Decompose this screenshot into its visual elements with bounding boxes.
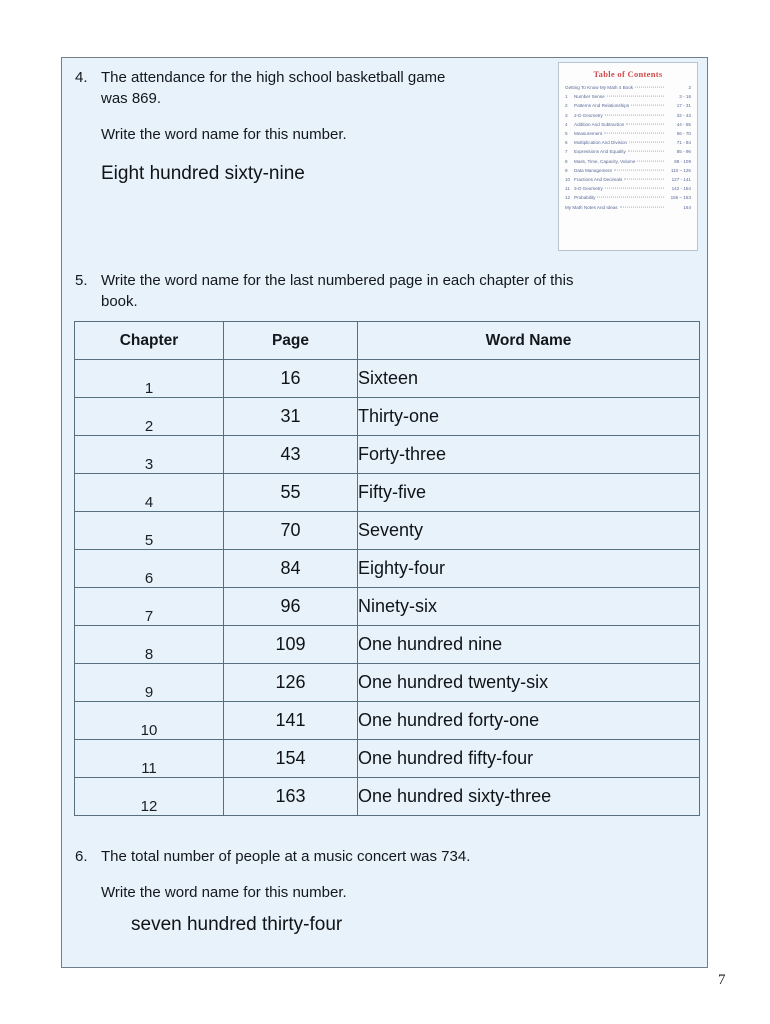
question-4-text-line-2: was 869. xyxy=(101,90,162,107)
toc-entry-name: Expressions And Equality xyxy=(574,149,626,155)
toc-entry xyxy=(565,175,691,184)
toc-entry-leader xyxy=(605,188,664,189)
toc-entry-list xyxy=(565,83,691,212)
cell-page: 43 xyxy=(224,436,358,474)
toc-entry-pages: 2 xyxy=(688,85,691,90)
toc-entry-leader xyxy=(597,197,664,198)
question-4-answer[interactable]: Eight hundred sixty-nine xyxy=(101,163,305,184)
cell-word-name[interactable]: Eighty-four xyxy=(358,550,700,588)
toc-entry-leader xyxy=(629,142,664,143)
cell-word-name[interactable]: Thirty-one xyxy=(358,398,700,436)
cell-chapter: 11 xyxy=(75,740,224,778)
toc-entry-chapter: 1 xyxy=(565,94,568,100)
toc-entry-name: Probability xyxy=(574,195,596,201)
toc-entry-pages: 17 - 31 xyxy=(676,103,691,109)
cell-chapter: 8 xyxy=(75,626,224,664)
table-row xyxy=(75,436,700,474)
cell-page: 96 xyxy=(224,588,358,626)
question-4-number: 4. xyxy=(75,69,88,86)
toc-entry-name: Data Management xyxy=(574,167,612,173)
table-row xyxy=(75,512,700,550)
question-6-text-line-1: The total number of people at a music concert was 734. xyxy=(101,848,471,865)
toc-entry-name: Measurement xyxy=(574,131,603,137)
toc-entry-pages: 32 - 43 xyxy=(676,112,691,118)
toc-entry-pages: 127 - 141 xyxy=(671,177,691,183)
cell-word-name[interactable]: Forty-three xyxy=(358,436,700,474)
toc-entry-name: My Math Notes And Ideas xyxy=(565,204,618,210)
toc-entry-name: 3-D Geometry xyxy=(574,186,603,192)
cell-chapter: 5 xyxy=(75,512,224,550)
table-row xyxy=(75,778,700,816)
toc-entry-chapter: 2 xyxy=(565,103,568,109)
toc-entry xyxy=(565,129,691,138)
toc-entry-pages: 3 - 16 xyxy=(679,94,691,100)
toc-entry-name: 2-D Geometry xyxy=(574,112,603,118)
toc-entry xyxy=(565,138,691,147)
toc-entry-pages: 155 – 163 xyxy=(670,195,691,201)
toc-entry-name: Addition And Subtraction xyxy=(574,121,625,127)
toc-entry-leader xyxy=(607,96,664,97)
cell-chapter: 4 xyxy=(75,474,224,512)
cell-page: 109 xyxy=(224,626,358,664)
toc-entry xyxy=(565,83,691,92)
cell-word-name[interactable]: Seventy xyxy=(358,512,700,550)
toc-entry xyxy=(565,157,691,166)
question-6 xyxy=(75,846,685,937)
column-header-chapter: Chapter xyxy=(75,322,224,360)
toc-entry-chapter: 4 xyxy=(565,121,568,127)
toc-entry-pages: 98 - 109 xyxy=(674,158,691,164)
table-row xyxy=(75,702,700,740)
toc-entry-chapter: 6 xyxy=(565,140,568,146)
toc-entry-leader xyxy=(614,169,664,170)
table-of-contents-thumbnail xyxy=(558,62,698,251)
toc-entry-pages: 56 - 70 xyxy=(676,131,691,137)
cell-word-name[interactable]: One hundred forty-one xyxy=(358,702,700,740)
cell-page: 141 xyxy=(224,702,358,740)
cell-word-name[interactable]: Sixteen xyxy=(358,360,700,398)
toc-entry xyxy=(565,92,691,101)
cell-chapter: 2 xyxy=(75,398,224,436)
table-row xyxy=(75,626,700,664)
toc-entry xyxy=(565,203,691,212)
cell-chapter: 10 xyxy=(75,702,224,740)
cell-page: 31 xyxy=(224,398,358,436)
cell-chapter: 3 xyxy=(75,436,224,474)
toc-title: Table of Contents xyxy=(593,69,663,79)
toc-entry-pages: 44 - 55 xyxy=(676,121,691,127)
question-6-prompt: Write the word name for this number. xyxy=(101,884,347,901)
question-6-number: 6. xyxy=(75,848,88,865)
chapter-page-word-name-table xyxy=(74,321,700,816)
cell-page: 126 xyxy=(224,664,358,702)
table-header xyxy=(75,322,700,360)
column-header-page: Page xyxy=(224,322,358,360)
toc-entry-chapter: 7 xyxy=(565,149,568,155)
cell-page: 163 xyxy=(224,778,358,816)
cell-page: 70 xyxy=(224,512,358,550)
toc-entry-leader xyxy=(635,87,664,88)
table-row xyxy=(75,740,700,778)
toc-entry xyxy=(565,101,691,110)
toc-entry xyxy=(565,147,691,156)
toc-entry-chapter: 5 xyxy=(565,131,568,137)
question-4-text-line-1: The attendance for the high school basketball game xyxy=(101,69,446,86)
toc-entry-leader xyxy=(628,151,664,152)
toc-entry-leader xyxy=(604,133,664,134)
table-row xyxy=(75,360,700,398)
toc-entry-leader xyxy=(637,160,664,161)
cell-word-name[interactable]: One hundred twenty-six xyxy=(358,664,700,702)
toc-entry-pages: 110 – 126 xyxy=(670,167,691,173)
table-header-row xyxy=(75,322,700,360)
toc-entry-chapter: 9 xyxy=(565,167,568,173)
table-row xyxy=(75,588,700,626)
question-6-answer[interactable]: seven hundred thirty-four xyxy=(131,914,343,935)
cell-page: 16 xyxy=(224,360,358,398)
question-5-text-line-1: Write the word name for the last numbered page in each chapter of this xyxy=(101,272,574,289)
toc-entry-leader xyxy=(631,105,664,106)
toc-entry-name: Number Sense xyxy=(574,94,605,100)
cell-word-name[interactable]: One hundred sixty-three xyxy=(358,778,700,816)
cell-word-name[interactable]: Fifty-five xyxy=(358,474,700,512)
table-row xyxy=(75,664,700,702)
toc-entry-name: Fractions And Decimals xyxy=(574,177,623,183)
toc-entry-name: Multiplication And Division xyxy=(574,140,628,146)
question-4 xyxy=(75,67,545,186)
toc-entry-name: Patterns And Relationships xyxy=(574,103,630,109)
toc-entry-leader xyxy=(605,114,664,115)
toc-entry-pages: 71 - 84 xyxy=(676,140,691,146)
toc-entry-chapter: 8 xyxy=(565,158,568,164)
cell-chapter: 7 xyxy=(75,588,224,626)
question-6-body xyxy=(101,846,685,937)
question-4-prompt: Write the word name for this number. xyxy=(101,126,347,143)
question-5-number: 5. xyxy=(75,272,88,289)
cell-chapter: 1 xyxy=(75,360,224,398)
toc-entry-pages: 164 xyxy=(683,204,691,210)
toc-entry-pages: 85 - 96 xyxy=(676,149,691,155)
table-row xyxy=(75,550,700,588)
page-number: 7 xyxy=(718,972,726,988)
worksheet-panel xyxy=(61,57,708,968)
question-5-body xyxy=(101,270,695,312)
question-5 xyxy=(75,270,695,312)
cell-word-name[interactable]: One hundred nine xyxy=(358,626,700,664)
toc-entry-chapter: 12 xyxy=(565,195,571,201)
cell-word-name[interactable]: One hundred fifty-four xyxy=(358,740,700,778)
toc-entry xyxy=(565,193,691,202)
toc-entry-leader xyxy=(624,179,664,180)
table-body xyxy=(75,360,700,816)
table-row xyxy=(75,398,700,436)
cell-word-name[interactable]: Ninety-six xyxy=(358,588,700,626)
toc-entry-chapter: 3 xyxy=(565,112,568,118)
column-header-word-name: Word Name xyxy=(358,322,700,360)
cell-page: 84 xyxy=(224,550,358,588)
table-row xyxy=(75,474,700,512)
toc-entry xyxy=(565,111,691,120)
cell-chapter: 6 xyxy=(75,550,224,588)
cell-page: 154 xyxy=(224,740,358,778)
toc-entry xyxy=(565,166,691,175)
cell-page: 55 xyxy=(224,474,358,512)
cell-chapter: 12 xyxy=(75,778,224,816)
toc-entry-chapter: 11 xyxy=(565,186,570,192)
toc-entry-chapter: 10 xyxy=(565,177,571,183)
toc-entry-name: Getting To Know My Math 4 Book xyxy=(565,85,634,90)
toc-entry-pages: 142 - 154 xyxy=(671,186,691,192)
toc-entry xyxy=(565,120,691,129)
toc-entry xyxy=(565,184,691,193)
question-4-body xyxy=(101,67,545,186)
toc-entry-leader xyxy=(620,206,664,207)
question-5-text-line-2: book. xyxy=(101,293,138,310)
toc-entry-leader xyxy=(626,123,664,124)
toc-entry-name: Mass, Time, Capacity, Volume xyxy=(574,158,636,164)
cell-chapter: 9 xyxy=(75,664,224,702)
